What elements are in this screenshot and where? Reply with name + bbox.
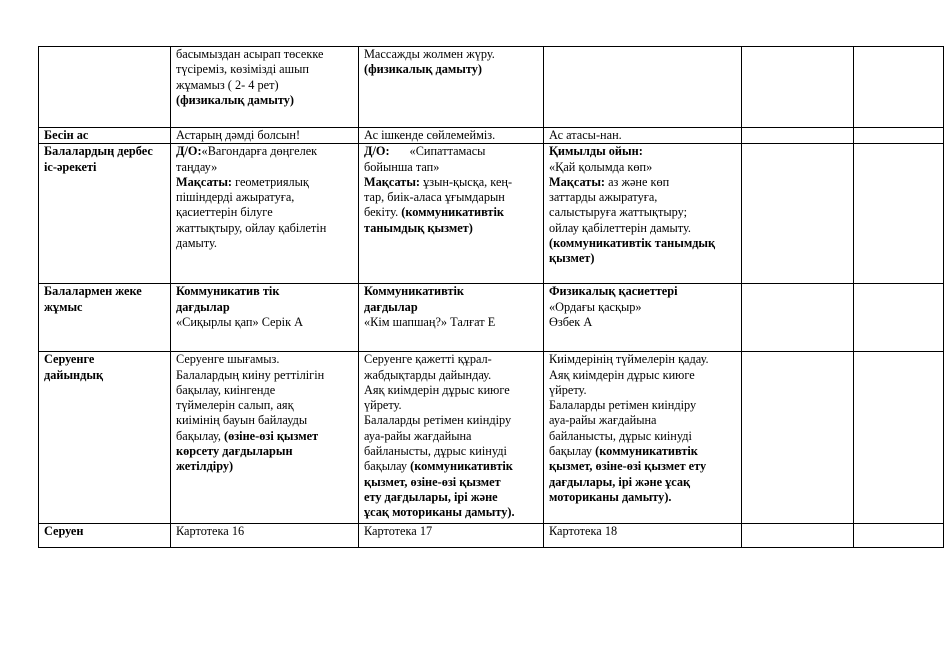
cell-col2: Серуенге қажетті құрал- жабдықтарды дайындау. Аяқ киімдерін дұрыс киюге үйрету. Балаларды ретімен киіндіру ауа-райы жағдайына байланысты, дұрыс киінуді бақылау (коммуникативтік қызмет, өзіне-өзі қызмет ету дағдылары, ірі және ұсақ моториканы дамыту).	[359, 352, 544, 524]
cell-empty	[742, 47, 854, 128]
cell-col3: Киімдерінің түймелерін қадау. Аяқ киімдерін дұрыс киюге үйрету. Балаларды ретімен киіндіру ауа-райы жағдайына байланысты, дұрыс киінуді бақылау (коммуникативтік қызмет, өзіне-өзі қызмет ету дағдылары, ірі және ұсақ моториканы дамыту).	[544, 352, 742, 524]
cell-empty	[854, 128, 944, 144]
table-row	[39, 47, 944, 128]
cell-col1: Астарың дәмді болсын!	[171, 128, 359, 144]
cell-col3	[544, 47, 742, 128]
cell-col1: Серуенге шығамыз. Балалардың киіну реттілігін бақылау, киінгенде түймелерін салып, аяқ киімінің бауын байлауды бақылау, (өзіне-өзі қызмет көрсету дағдыларын жетілдіру)	[171, 352, 359, 524]
cell-col3: Физикалық қасиеттері «Ордағы қасқыр» Өзбек А	[544, 284, 742, 352]
row-label: Бесін ас	[39, 128, 171, 144]
row-label: Балалардың дербес іс-әрекеті	[39, 144, 171, 284]
cell-col1: Картотека 16	[171, 524, 359, 548]
daily-plan-table	[38, 46, 944, 548]
cell-col3: Қимылды ойын: «Қай қолымда көп» Мақсаты: аз және көп заттарды ажыратуға, салыстыруға жаттықтыру; ойлау қабілеттерін дамыту. (коммуникативтік танымдық қызмет)	[544, 144, 742, 284]
table-row	[39, 284, 944, 352]
table-row	[39, 352, 944, 524]
cell-col2: Д/О: «Сипаттамасы бойынша тап» Мақсаты: ұзын-қысқа, кең- тар, биік-аласа ұғымдарын бекіту. (коммуникативтік танымдық қызмет)	[359, 144, 544, 284]
row-label: Серуен	[39, 524, 171, 548]
cell-empty	[742, 144, 854, 284]
row-label	[39, 47, 171, 128]
cell-col1: Коммуникатив тік дағдылар «Сиқырлы қап» Серік А	[171, 284, 359, 352]
table-row	[39, 128, 944, 144]
cell-col3: Ас атасы-нан.	[544, 128, 742, 144]
cell-empty	[742, 524, 854, 548]
row-label: Балалармен жеке жұмыс	[39, 284, 171, 352]
row-label: Серуенге дайындық	[39, 352, 171, 524]
cell-empty	[854, 144, 944, 284]
cell-empty	[742, 128, 854, 144]
cell-empty	[854, 284, 944, 352]
cell-col2: Коммуникативтік дағдылар «Кім шапшаң?» Талғат Е	[359, 284, 544, 352]
cell-empty	[742, 352, 854, 524]
cell-col3: Картотека 18	[544, 524, 742, 548]
cell-col1: басымыздан асырап төсекке түсіреміз, көзімізді ашып жұмамыз ( 2- 4 рет) (физикалық дамыту)	[171, 47, 359, 128]
cell-empty	[854, 352, 944, 524]
cell-col2: Картотека 17	[359, 524, 544, 548]
cell-col2: Ас ішкенде сөйлемейміз.	[359, 128, 544, 144]
cell-col1: Д/О:«Вагондарға дөңгелек таңдау» Мақсаты: геометриялық пішіндерді ажыратуға, қасиеттерін білуге жаттықтыру, ойлау қабілетін дамыту.	[171, 144, 359, 284]
cell-empty	[742, 284, 854, 352]
cell-empty	[854, 524, 944, 548]
table-row	[39, 144, 944, 284]
table-row	[39, 524, 944, 548]
cell-col2: Массажды жолмен жүру. (физикалық дамыту)	[359, 47, 544, 128]
cell-empty	[854, 47, 944, 128]
